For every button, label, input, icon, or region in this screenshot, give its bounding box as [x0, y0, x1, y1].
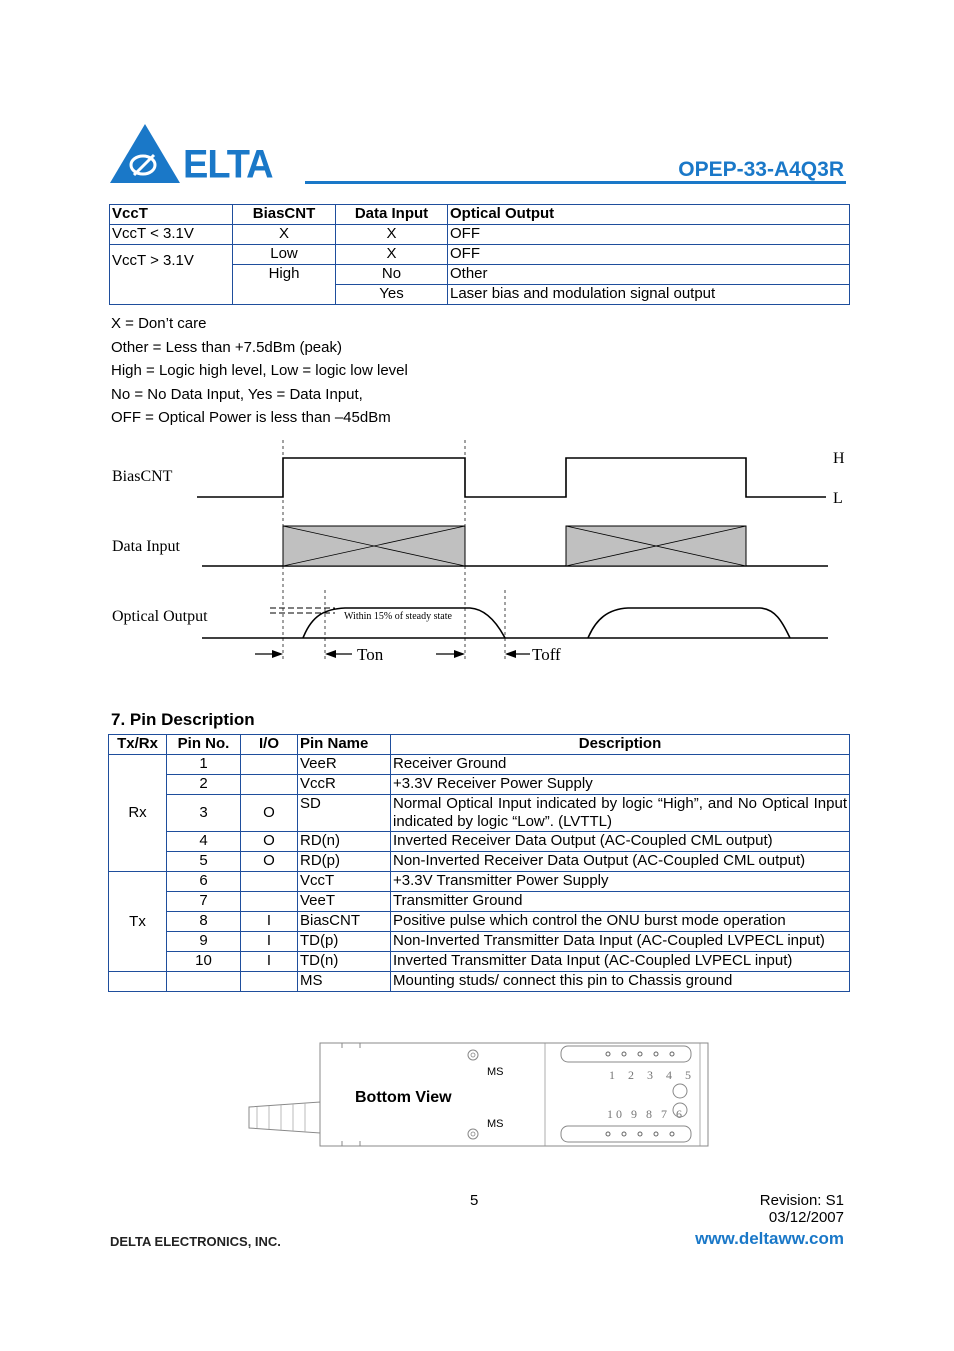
- cell: Laser bias and modulation signal output: [448, 285, 850, 305]
- cell: Low: [233, 245, 336, 265]
- cell: X: [336, 225, 448, 245]
- pin-name: BiasCNT: [298, 912, 391, 932]
- company-name: DELTA ELECTRONICS, INC.: [110, 1234, 281, 1249]
- header-vcct: VccT: [110, 205, 233, 225]
- pin-dots-bottom: [606, 1132, 674, 1136]
- pin-table-header: [109, 735, 850, 755]
- stud-icon: [468, 1050, 478, 1060]
- pin-io: I: [241, 932, 298, 952]
- level-low: L: [833, 490, 843, 507]
- cell: VccT < 3.1V: [110, 225, 233, 245]
- toff-arrow: [436, 650, 530, 658]
- bottom-view-drawing: [245, 1040, 715, 1150]
- pin-io: [241, 892, 298, 912]
- timing-diagram: [100, 435, 850, 670]
- header-pin-name: Pin Name: [298, 735, 391, 755]
- optical-pulse-2: [588, 608, 790, 638]
- data-burst-1: [283, 526, 465, 566]
- table-row: [109, 852, 850, 872]
- label-data-input: Data Input: [112, 538, 180, 555]
- note-line: OFF = Optical Power is less than –45dBm: [111, 409, 391, 426]
- group-rx: Rx: [109, 755, 167, 872]
- header-optical-output: Optical Output: [448, 205, 850, 225]
- header-pin-no: Pin No.: [167, 735, 241, 755]
- pin-description: Receiver Ground: [391, 755, 850, 775]
- cell: OFF: [448, 225, 850, 245]
- logo-wordmark: ELTA: [183, 142, 273, 188]
- label-ton: Ton: [357, 645, 384, 664]
- pin-io: [241, 755, 298, 775]
- document-title: OPEP-33-A4Q3R: [678, 158, 844, 181]
- pin-description: Mounting studs/ connect this pin to Chassis ground: [391, 972, 850, 992]
- pin-description: +3.3V Receiver Power Supply: [391, 775, 850, 795]
- cell-bias-high: High: [233, 265, 336, 305]
- guide-hole-icon: [673, 1084, 687, 1098]
- label-toff: Toff: [532, 645, 561, 664]
- pin-description: Inverted Transmitter Data Input (AC-Coupled LVPECL input): [391, 952, 850, 972]
- pin-description: Normal Optical Input indicated by logic “High”, and No Optical Input indicated by logic “Low”. (LVTTL): [391, 795, 850, 832]
- header-data-input: Data Input: [336, 205, 448, 225]
- table-row: [109, 892, 850, 912]
- pin-number: 9: [167, 932, 241, 952]
- pin-description: Inverted Receiver Data Output (AC-Coupled CML output): [391, 832, 850, 852]
- section-title: 7. Pin Description: [111, 710, 255, 729]
- revision-date: 03/12/2007: [768, 1209, 844, 1226]
- table-row: [109, 972, 850, 992]
- pin-number: 2: [167, 775, 241, 795]
- pin-number: 8: [167, 912, 241, 932]
- truth-table-header: [110, 205, 850, 225]
- note-line: High = Logic high level, Low = logic low level: [111, 362, 408, 379]
- page-number: 5: [470, 1192, 479, 1209]
- header-biascnt: BiasCNT: [233, 205, 336, 225]
- pin-name: MS: [298, 972, 391, 992]
- pin-number: 7: [167, 892, 241, 912]
- pin-description: Transmitter Ground: [391, 892, 850, 912]
- delta-logo-icon: [110, 124, 180, 184]
- note-line: X = Don’t care: [111, 315, 207, 332]
- pin-description: Positive pulse which control the ONU burst mode operation: [391, 912, 850, 932]
- ton-arrow: [255, 650, 352, 658]
- pin-number: 10: [167, 952, 241, 972]
- stud-icon: [468, 1129, 478, 1139]
- cell: OFF: [448, 245, 850, 265]
- pin-name: RD(n): [298, 832, 391, 852]
- pin-name: VccR: [298, 775, 391, 795]
- pin-io: [241, 775, 298, 795]
- pin-name: TD(p): [298, 932, 391, 952]
- cell: Yes: [336, 285, 448, 305]
- pin-name: TD(n): [298, 952, 391, 972]
- pin-name: VeeR: [298, 755, 391, 775]
- pin-io: [241, 872, 298, 892]
- pin-io: [241, 972, 298, 992]
- cell: X: [233, 225, 336, 245]
- label-within: Within 15% of steady state: [344, 611, 452, 622]
- pin-number: 3: [167, 795, 241, 832]
- pin-io: I: [241, 952, 298, 972]
- pin-io: O: [241, 852, 298, 872]
- pin-number: 4: [167, 832, 241, 852]
- table-row: [109, 755, 850, 775]
- website-link[interactable]: www.deltaww.com: [695, 1229, 844, 1248]
- table-row: [110, 245, 850, 265]
- biascnt-waveform: [197, 458, 826, 497]
- cell: X: [336, 245, 448, 265]
- table-row: [109, 952, 850, 972]
- cell: Other: [448, 265, 850, 285]
- header-txrx: Tx/Rx: [109, 735, 167, 755]
- empty-cell: [109, 972, 167, 992]
- pin-dots-top: [606, 1052, 674, 1056]
- table-row: [109, 775, 850, 795]
- label-optical-output: Optical Output: [112, 608, 208, 625]
- pin-io: O: [241, 832, 298, 852]
- pin-number: 5: [167, 852, 241, 872]
- header-io: I/O: [241, 735, 298, 755]
- level-high: H: [833, 450, 845, 467]
- table-row: [109, 832, 850, 852]
- pin-number: 6: [167, 872, 241, 892]
- bottom-view-title: Bottom View: [355, 1089, 452, 1106]
- table-row: [109, 872, 850, 892]
- cell: No: [336, 265, 448, 285]
- pin-name: VccT: [298, 872, 391, 892]
- pin-number: 1: [167, 755, 241, 775]
- table-row: [109, 795, 850, 832]
- pigtail-outline: [249, 1102, 320, 1133]
- truth-table: [109, 204, 850, 305]
- table-row: [109, 932, 850, 952]
- pin-table: [108, 734, 850, 992]
- table-row: [109, 912, 850, 932]
- cell-vcct-high: VccT > 3.1V: [110, 245, 233, 305]
- revision: Revision: S1: [759, 1192, 844, 1209]
- table-row: [110, 225, 850, 245]
- pin-description: Non-Inverted Receiver Data Output (AC-Coupled CML output): [391, 852, 850, 872]
- note-line: No = No Data Input, Yes = Data Input,: [111, 385, 363, 403]
- label-biascnt: BiasCNT: [112, 468, 173, 485]
- legend-notes: [111, 312, 408, 430]
- pin-description: +3.3V Transmitter Power Supply: [391, 872, 850, 892]
- pin-name: RD(p): [298, 852, 391, 872]
- pin-number: [167, 972, 241, 992]
- pin-description: Non-Inverted Transmitter Data Input (AC-Coupled LVPECL input): [391, 932, 850, 952]
- pin-numbers-bottom: 10 9 8 7 6: [607, 1107, 685, 1121]
- data-burst-2: [566, 526, 746, 566]
- pin-name: SD: [298, 795, 391, 832]
- header-description: Description: [391, 735, 850, 755]
- pin-io: I: [241, 912, 298, 932]
- pin-numbers-top: 1 2 3 4 5: [609, 1068, 696, 1082]
- group-tx: Tx: [109, 872, 167, 972]
- note-line: Other = Less than +7.5dBm (peak): [111, 338, 342, 356]
- pin-io: O: [241, 795, 298, 832]
- pin-name: VeeT: [298, 892, 391, 912]
- label-ms-top: MS: [487, 1066, 504, 1078]
- label-ms-bottom: MS: [487, 1118, 504, 1130]
- revision-block: [760, 1192, 844, 1226]
